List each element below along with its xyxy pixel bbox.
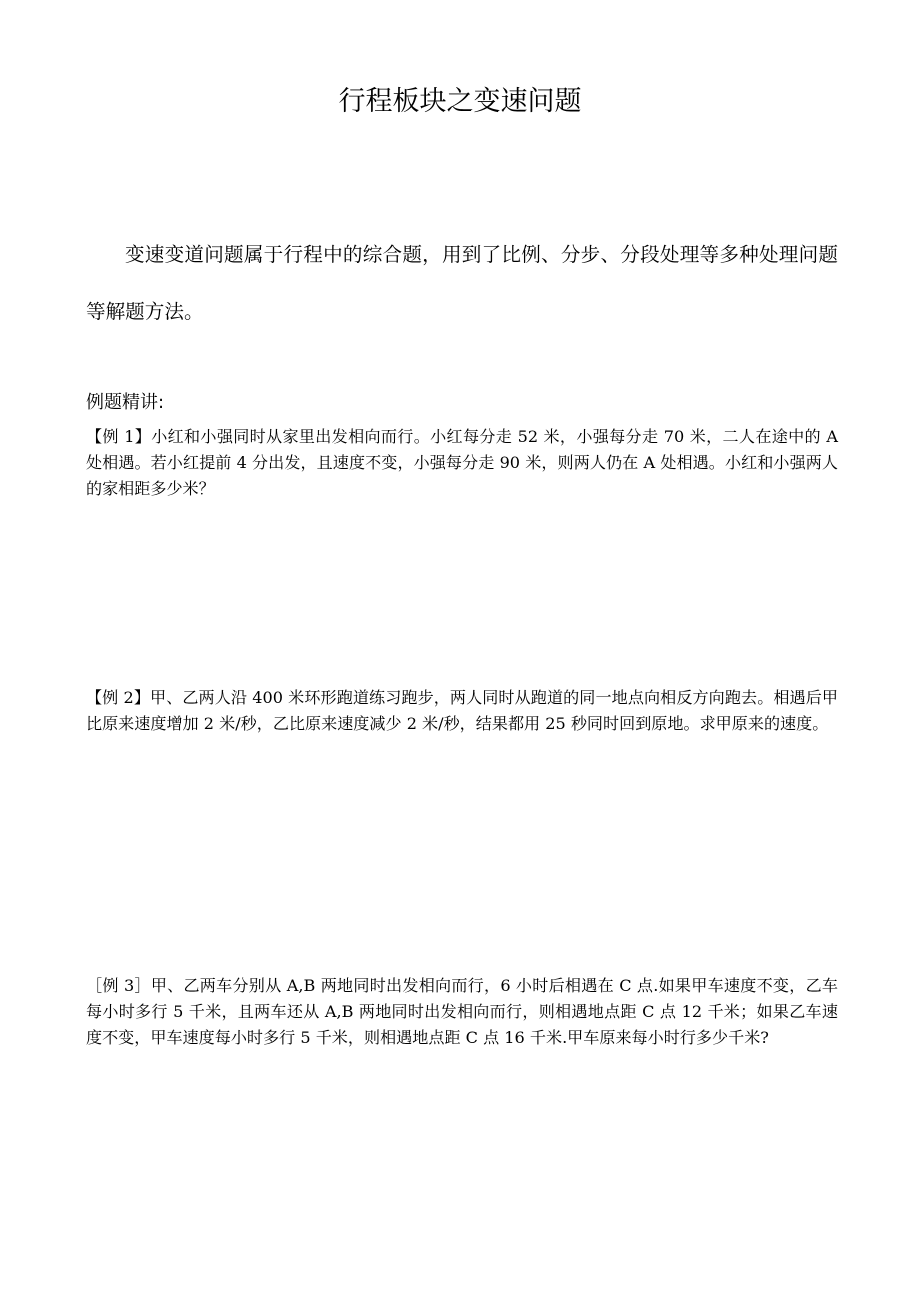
example-1: 【例 1】小红和小强同时从家里出发相向而行。小红每分走 52 米，小强每分走 70 米，二人在途中的 A 处相遇。若小红提前 4 分出发，且速度不变，小强每分走 90 米，则两人仍在 A 处相遇。小红和小强两人的家相距多少米？ <box>86 427 838 498</box>
example-2: 【例 2】甲、乙两人沿 400 米环形跑道练习跑步，两人同时从跑道的同一地点向相反方向跑去。相遇后甲比原来速度增加 2 米/秒，乙比原来速度减少 2 米/秒，结果都用 25 秒同时回到原地。求甲原来的速度。 <box>86 688 838 733</box>
section-heading-examples: 例题精讲: <box>86 392 165 413</box>
answer-space-example-1 <box>86 510 838 670</box>
example-3: ［例 3］甲、乙两车分别从 A,B 两地同时出发相向而行，6 小时后相遇在 C 点.如果甲车速度不变，乙车每小时多行 5 千米，且两车还从 A,B 两地同时出发相向而行，则相遇地点距 C 点 12 千米；如果乙车速度不变，甲车速度每小时多行 5 千米，则相遇地点距 C 点 16 千米.甲车原来每小时行多少千米? <box>86 976 838 1047</box>
page-title: 行程板块之变速问题 <box>338 86 582 117</box>
answer-space-example-2 <box>86 770 838 960</box>
answer-space-example-3 <box>86 1085 838 1285</box>
intro-paragraph: 变速变道问题属于行程中的综合题，用到了比例、分步、分段处理等多种处理问题等解题方法。 <box>86 243 838 323</box>
